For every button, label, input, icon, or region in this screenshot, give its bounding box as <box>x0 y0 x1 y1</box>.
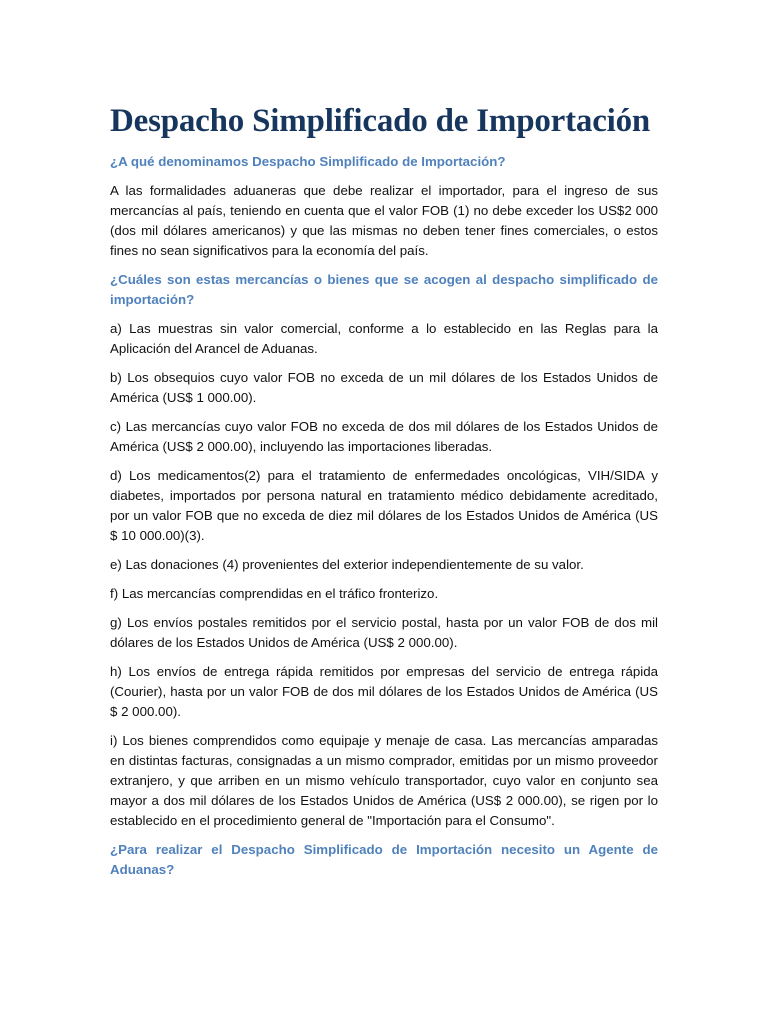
paragraph-definition: A las formalidades aduaneras que debe realizar el importador, para el ingreso de sus mercancías al país, teniendo en cuenta que el valor FOB (1) no debe exceder los US$2 000 (dos mil dólares americanos) y que las mismas no deben tener fines comerciales, o estos fines no sean significativos para la economía del país. <box>110 183 658 258</box>
list-item-e: e) Las donaciones (4) provenientes del exterior independientemente de su valor. <box>110 557 584 572</box>
list-item-d: d) Los medicamentos(2) para el tratamiento de enfermedades oncológicas, VIH/SIDA y diabetes, importados por persona natural en tratamiento médico debidamente acreditado, por un valor FOB que no exceda de diez mil dólares de los Estados Unidos de América (US $ 10 000.00)(3). <box>110 468 658 543</box>
question-heading-2: ¿Cuáles son estas mercancías o bienes que se acogen al despacho simplificado de importación? <box>110 272 658 307</box>
list-item-c: c) Las mercancías cuyo valor FOB no exceda de dos mil dólares de los Estados Unidos de América (US$ 2 000.00), incluyendo las importaciones liberadas. <box>110 419 658 454</box>
list-item-f: f) Las mercancías comprendidas en el tráfico fronterizo. <box>110 586 439 601</box>
question-heading-3: ¿Para realizar el Despacho Simplificado de Importación necesito un Agente de Aduanas? <box>110 842 658 877</box>
question-heading-1: ¿A qué denominamos Despacho Simplificado de Importación? <box>110 154 506 169</box>
list-item-g: g) Los envíos postales remitidos por el servicio postal, hasta por un valor FOB de dos mil dólares de los Estados Unidos de América (US$ 2 000.00). <box>110 615 658 650</box>
list-item-b: b) Los obsequios cuyo valor FOB no exceda de un mil dólares de los Estados Unidos de América (US$ 1 000.00). <box>110 370 658 405</box>
list-item-a: a) Las muestras sin valor comercial, conforme a lo establecido en las Reglas para la Aplicación del Arancel de Aduanas. <box>110 321 658 356</box>
list-item-i: i) Los bienes comprendidos como equipaje y menaje de casa. Las mercancías amparadas en distintas facturas, consignadas a un mismo comprador, emitidas por un mismo proveedor extranjero, y que arriben en un mismo vehículo transportador, cuyo valor en conjunto sea mayor a dos mil dólares de los Estados Unidos de América (US$ 2 000.00), se rigen por lo establecido en el procedimiento general de "Importación para el Consumo". <box>110 733 658 828</box>
document-title: Despacho Simplificado de Importación <box>110 103 651 139</box>
document-page <box>110 102 658 889</box>
list-item-h: h) Los envíos de entrega rápida remitidos por empresas del servicio de entrega rápida (Courier), hasta por un valor FOB de dos mil dólares de los Estados Unidos de América (US $ 2 000.00). <box>110 664 658 719</box>
